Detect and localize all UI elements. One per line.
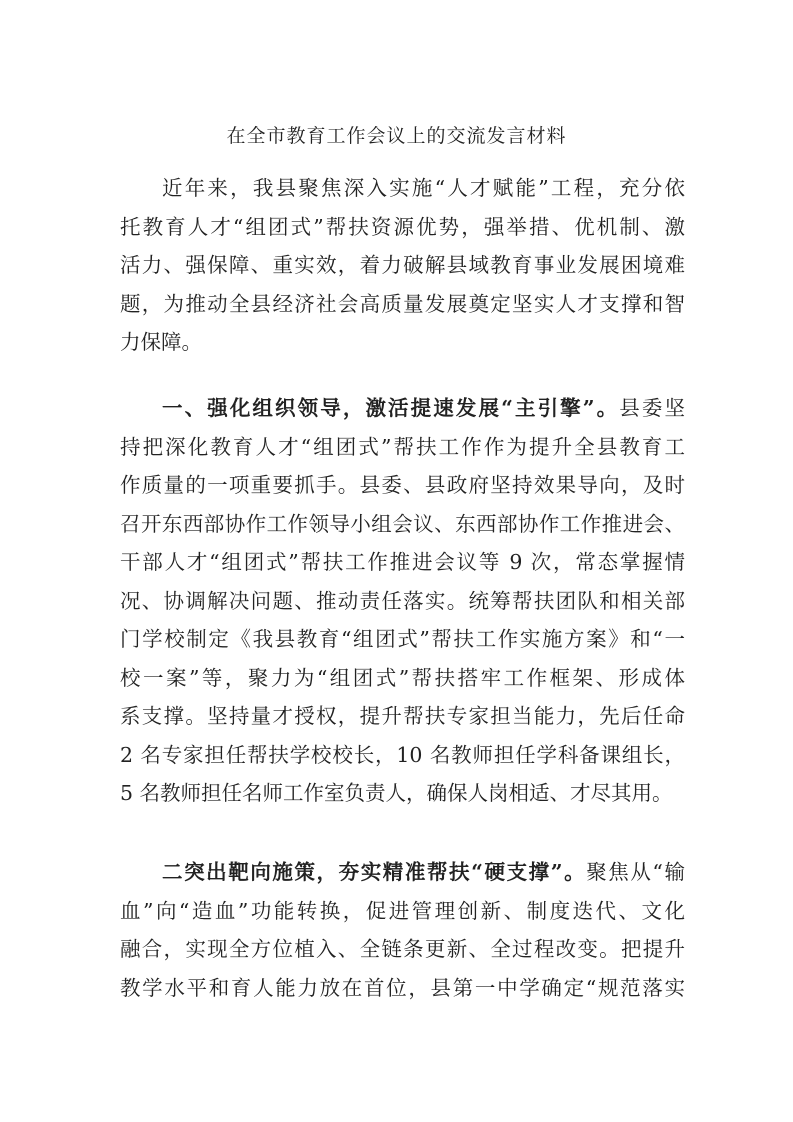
paragraph-line: 题，为推动全县经济社会高质量发展奠定坚实人才支撑和智 xyxy=(120,291,685,316)
paragraph-line: 教学水平和育人能力放在首位，县第一中学确定“规范落实 xyxy=(120,975,685,1000)
paragraph-line: 系支撑。坚持量才授权，提升帮扶专家担当能力，先后任命 xyxy=(120,704,685,728)
paragraph-line: 5 名教师担任名师工作室负责人，确保人岗相适、才尽其用。 xyxy=(120,781,673,805)
paragraph-line: 2 名专家担任帮扶学校校长，10 名教师担任学科备课组长， xyxy=(120,742,685,767)
section1-first-line-rest: 县委坚 xyxy=(619,396,685,420)
intro-paragraph xyxy=(120,169,685,362)
paragraph-line: 力保障。 xyxy=(120,330,202,354)
paragraph-line: 托教育人才“组团式”帮扶资源优势，强举措、优机制、激 xyxy=(120,214,685,239)
paragraph-line: 血”向“造血”功能转换，促进管理创新、制度迭代、文化 xyxy=(120,898,685,923)
paragraph-line: 门学校制定《我县教育“组团式”帮扶工作实施方案》和“一 xyxy=(120,627,685,651)
document-title: 在全市教育工作会议上的交流发言材料 xyxy=(226,125,567,147)
section1-paragraph xyxy=(120,389,685,813)
paragraph-line: 持把深化教育人才“组团式”帮扶工作作为提升全县教育工 xyxy=(120,434,685,459)
section1-heading: 一、强化组织领导，激活提速发展“主引擎”。 xyxy=(162,396,620,420)
section2-paragraph xyxy=(120,853,685,1007)
paragraph-line xyxy=(120,389,685,428)
paragraph-line: 活力、强保障、重实效，着力破解县域教育事业发展困境难 xyxy=(120,253,685,277)
paragraph-line: 融合，实现全方位植入、全链条更新、全过程改变。把提升 xyxy=(120,937,685,961)
paragraph-line: 干部人才“组团式”帮扶工作推进会议等 9 次，常态掌握情 xyxy=(120,550,685,574)
paragraph-line: 作质量的一项重要抓手。县委、县政府坚持效果导向，及时 xyxy=(120,473,685,497)
section2-first-line-rest: 聚焦从“输 xyxy=(586,860,685,884)
section2-heading: 二突出靶向施策，夯实精准帮扶“硬支撑”。 xyxy=(162,860,587,884)
paragraph-line: 况、协调解决问题、推动责任落实。统筹帮扶团队和相关部 xyxy=(120,588,685,613)
paragraph-line: 近年来，我县聚焦深入实施“人才赋能”工程，充分依 xyxy=(162,176,685,200)
paragraph-line xyxy=(120,853,685,892)
paragraph-line: 召开东西部协作工作领导小组会议、东西部协作工作推进会、 xyxy=(120,511,685,536)
paragraph-line: 校一案”等，聚力为“组团式”帮扶搭牢工作框架、形成体 xyxy=(120,665,685,690)
